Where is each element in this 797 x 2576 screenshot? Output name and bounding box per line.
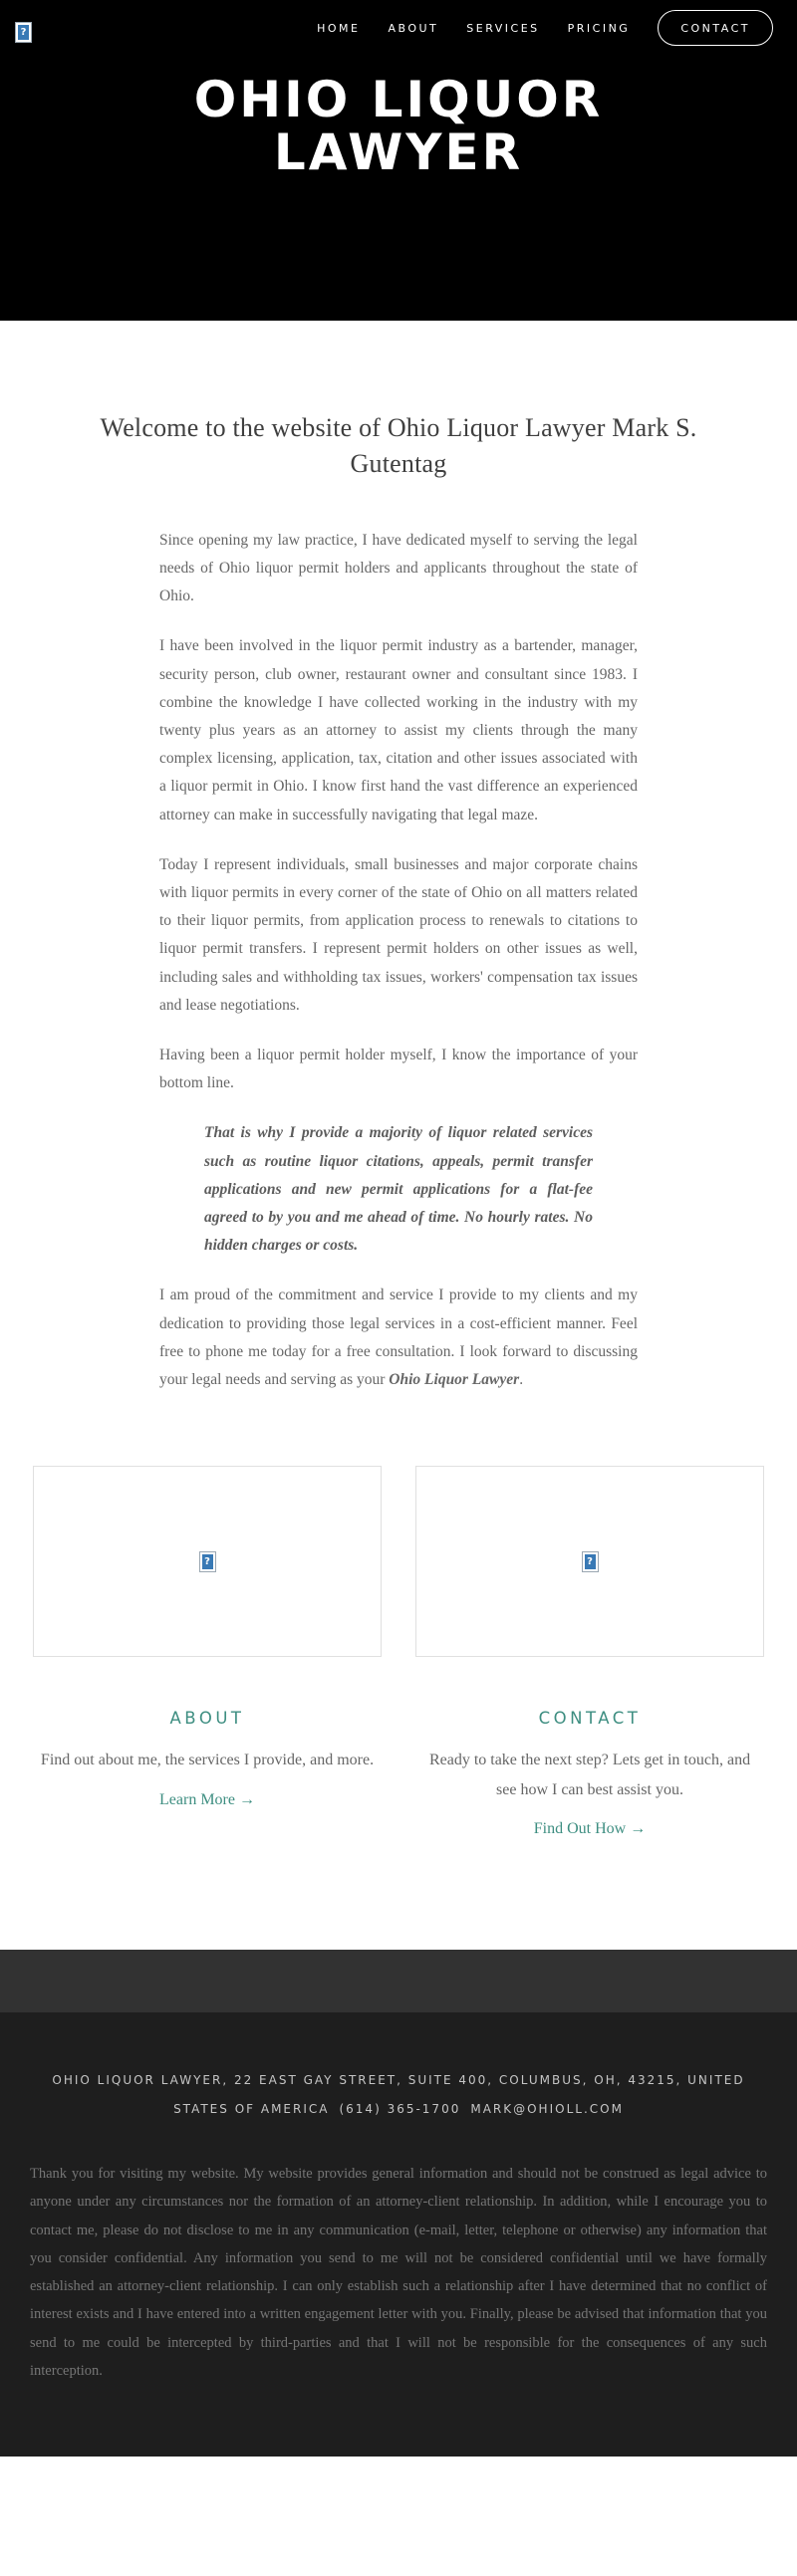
closing-text: I am proud of the commitment and service I provide to my clients and my dedication to providing those legal services in a cost-efficient manner. Feel free to phone me today for a free consultation. I look forward to discussing your legal needs and serving as your	[159, 1287, 638, 1389]
site-title-line2: LAWYER	[273, 122, 524, 181]
cards-section	[33, 1466, 764, 1950]
footer-disclaimer: Thank you for visiting my website. My website provides general information and should not be construed as legal advice to anyone under any circumstances nor the formation of an attorney-client relationship. In addition, while I encourage you to contact me, please do not disclose to me in any communication (e-mail, letter, telephone or otherwise) any information that you consider confidential. Any information you send to me will not be considered confidential until we have formally established an attorney-client relationship. I can only establish such a relationship after I have determined that no conflict of interest exists and I have entered into a written engagement letter with you. Finally, please be advised that information that you send to me could be intercepted by third-parties and that I will not be responsible for the consequences of any such interception.	[30, 2166, 767, 2379]
contact-card-title: CONTACT	[538, 1709, 642, 1729]
flat-fee-quote: That is why I provide a majority of liquor related services such as routine liquor citations, appeals, permit transfer applications and new permit applications for a flat-fee agreed to by you and me ahead of time. No hourly rates. No hidden charges or costs.	[204, 1124, 593, 1255]
footer-top-band	[0, 1950, 797, 2012]
email-address: MARK@OHIOLL.COM	[470, 2102, 624, 2117]
main-content	[0, 321, 797, 1950]
about-card-image-placeholder[interactable]	[33, 1466, 382, 1657]
question-mark-glyph: ?	[202, 1554, 213, 1569]
about-card	[33, 1466, 382, 1838]
about-card-text: Find out about me, the services I provide, and more.	[40, 1752, 375, 1769]
closing-period: .	[519, 1371, 524, 1389]
intro-paragraph: Since opening my law practice, I have dedicated myself to serving the legal needs of Ohio liquor permit holders and applicants throughout the state of Ohio.	[159, 531, 638, 605]
contact-button[interactable]: CONTACT	[658, 10, 773, 46]
broken-image-icon	[199, 1551, 216, 1572]
contact-card	[415, 1466, 764, 1838]
find-out-how-link[interactable]: Find Out How →	[533, 1820, 647, 1838]
nav-services[interactable]: SERVICES	[466, 21, 540, 35]
phone-number: (614) 365-1700	[339, 2102, 461, 2117]
site-title-line1: OHIO LIQUOR	[193, 71, 604, 128]
experience-paragraph: I have been involved in the liquor permit industry as a bartender, manager, security person, club owner, restaurant owner and consultant since 1983. I combine the knowledge I have collected working in the industry with my twenty plus years as an attorney to assist my clients through the many complex licensing, application, tax, citation and other issues associated with a liquor permit in Ohio. I know first hand the vast difference an experienced attorney can make in successfully navigating that legal maze.	[159, 637, 638, 823]
top-navigation-bar	[0, 0, 797, 46]
hero-header	[0, 0, 797, 321]
broken-image-icon	[15, 22, 32, 43]
nav-pricing[interactable]: PRICING	[567, 21, 631, 35]
main-nav	[317, 10, 773, 46]
question-mark-glyph: ?	[18, 25, 29, 40]
footer-address	[50, 2066, 747, 2124]
closing-emphasis: Ohio Liquor Lawyer	[389, 1371, 520, 1389]
page-title: Welcome to the website of Ohio Liquor Lawyer Mark S. Gutentag	[100, 413, 697, 479]
question-mark-glyph: ?	[585, 1554, 596, 1569]
site-logo[interactable]	[15, 22, 32, 43]
site-title	[0, 71, 797, 181]
representation-paragraph: Today I represent individuals, small businesses and major corporate chains with liquor permits in every corner of the state of Ohio on all matters related to their liquor permits, from application process to renewals to citations to liquor permit transfers. I represent permit holders on other issues as well, including sales and withholding tax issues, workers' compensation tax issues and lease negotiations.	[159, 855, 638, 1014]
address-text: OHIO LIQUOR LAWYER, 22 EAST GAY STREET, SUITE 400, COLUMBUS, OH, 43215, UNITED STATES OF AMERICA	[52, 2073, 745, 2117]
contact-card-image-placeholder[interactable]	[415, 1466, 764, 1657]
about-card-title: ABOUT	[169, 1709, 245, 1729]
closing-paragraph	[159, 1282, 638, 1394]
learn-more-link[interactable]: Learn More →	[159, 1790, 255, 1808]
body-copy	[159, 527, 638, 1394]
footer-body	[0, 2012, 797, 2457]
bottom-line-paragraph: Having been a liquor permit holder myself, I know the importance of your bottom line.	[159, 1047, 638, 1092]
contact-card-text: Ready to take the next step? Lets get in touch, and see how I can best assist you.	[428, 1752, 751, 1798]
nav-about[interactable]: ABOUT	[388, 21, 439, 35]
broken-image-icon	[582, 1551, 599, 1572]
nav-home[interactable]: HOME	[317, 21, 361, 35]
site-footer	[0, 1950, 797, 2457]
